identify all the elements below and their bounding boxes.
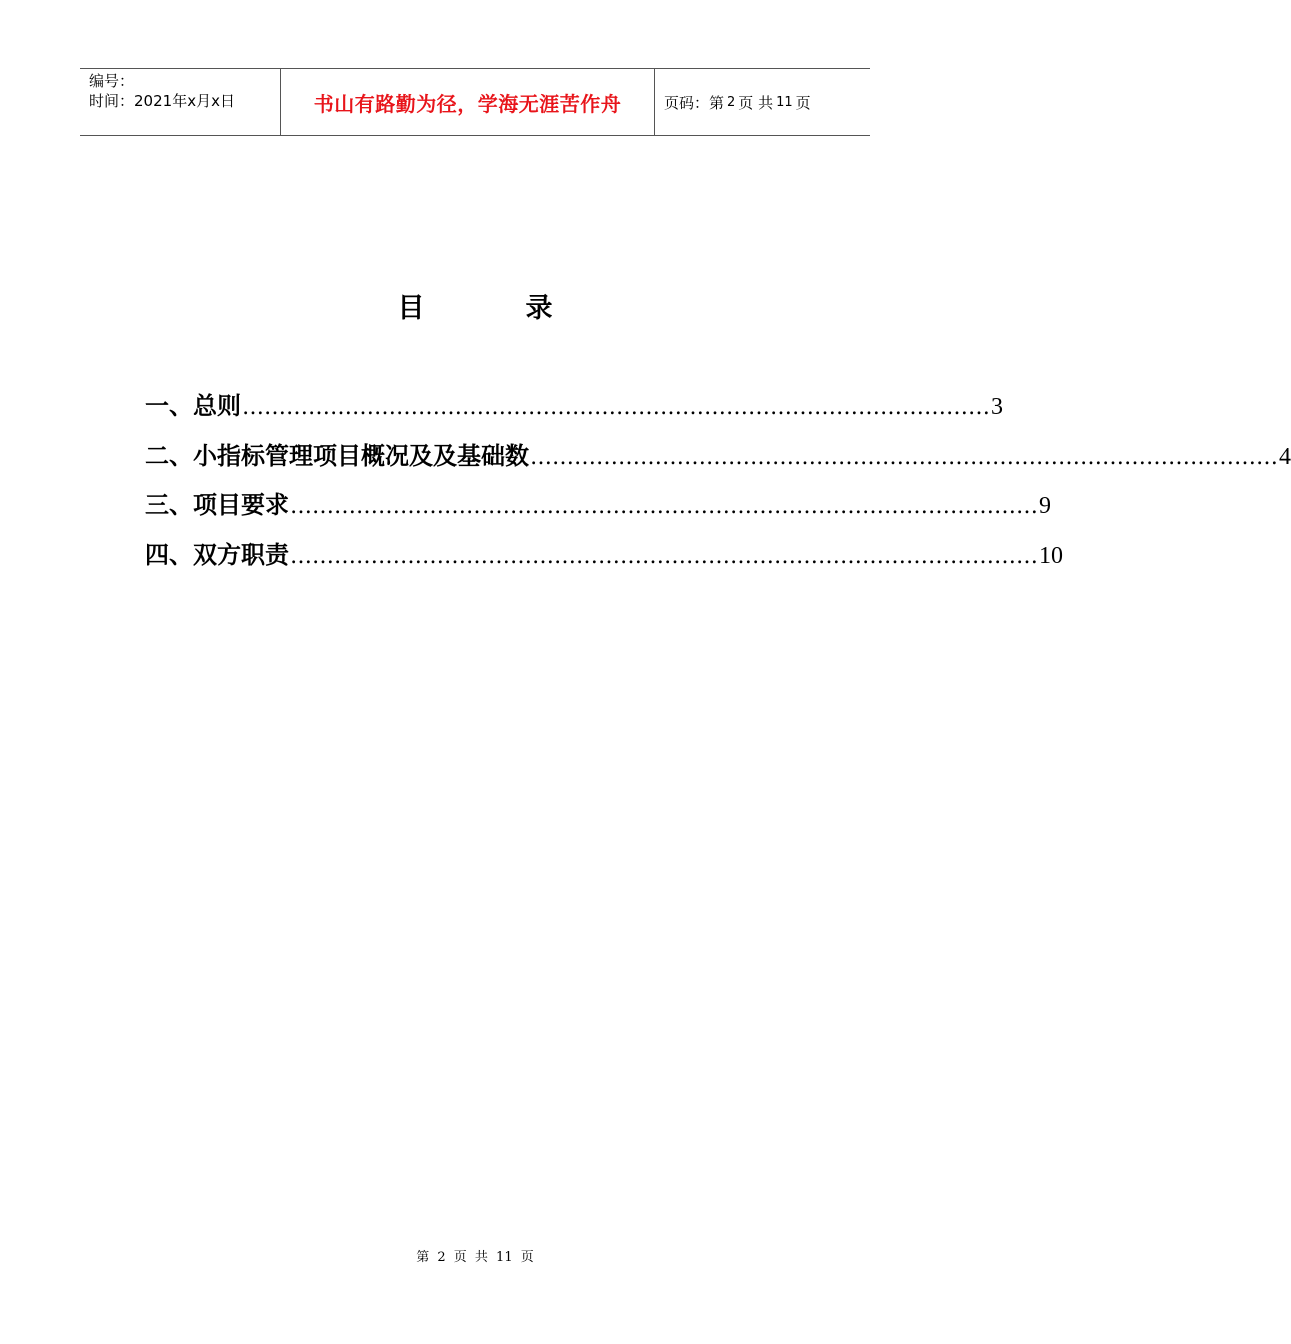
toc-entry-label: 三、项目要求 — [145, 490, 289, 519]
header-meta — [80, 69, 281, 135]
number-label: 编号： — [89, 72, 135, 90]
time-value: 2021年x月x日 — [134, 92, 235, 110]
toc-entry-label: 一、总则 — [145, 391, 241, 420]
toc-entry-label: 四、双方职责 — [145, 539, 289, 569]
toc-leader-dots: ………………………………………………………………………………………… — [290, 543, 1038, 569]
header-page-info — [655, 69, 870, 135]
page-footer: 第 2 页 共 11 页 — [416, 1250, 534, 1265]
page-total: 11 — [776, 94, 793, 110]
page-current: 2 — [727, 94, 736, 110]
toc-leader-dots: ………………………………………………………………………………………… — [242, 395, 990, 420]
page-label-prefix: 页码：第 — [664, 93, 725, 112]
toc-entry-label: 二、小指标管理项目概况及及基础数 — [145, 440, 529, 470]
toc-entry[interactable] — [145, 535, 1063, 585]
toc-entry[interactable] — [145, 436, 1291, 486]
toc-leader-dots: ………………………………………………………………………………………… — [290, 494, 1038, 519]
toc-entry-page: 3 — [991, 394, 1003, 420]
time-line — [89, 91, 280, 111]
page-label-suffix: 页 — [795, 93, 811, 112]
page-header — [80, 68, 870, 136]
toc-list — [145, 386, 1291, 584]
toc-entry[interactable] — [145, 485, 1051, 535]
toc-title-part1: 目 — [397, 293, 425, 324]
toc-entry[interactable] — [145, 386, 1003, 436]
page-label-mid: 页 共 — [738, 93, 774, 112]
toc-entry-page: 9 — [1039, 493, 1051, 519]
toc-entry-page: 4 — [1279, 443, 1291, 470]
time-label: 时间： — [89, 92, 135, 110]
toc-leader-dots: ………………………………………………………………………………………… — [530, 444, 1278, 470]
toc-title-part2: 录 — [525, 293, 553, 324]
header-slogan: 书山有路勤为径，学海无涯苦作舟 — [281, 69, 655, 135]
toc-entry-page: 10 — [1039, 542, 1063, 569]
toc-title — [0, 286, 950, 325]
